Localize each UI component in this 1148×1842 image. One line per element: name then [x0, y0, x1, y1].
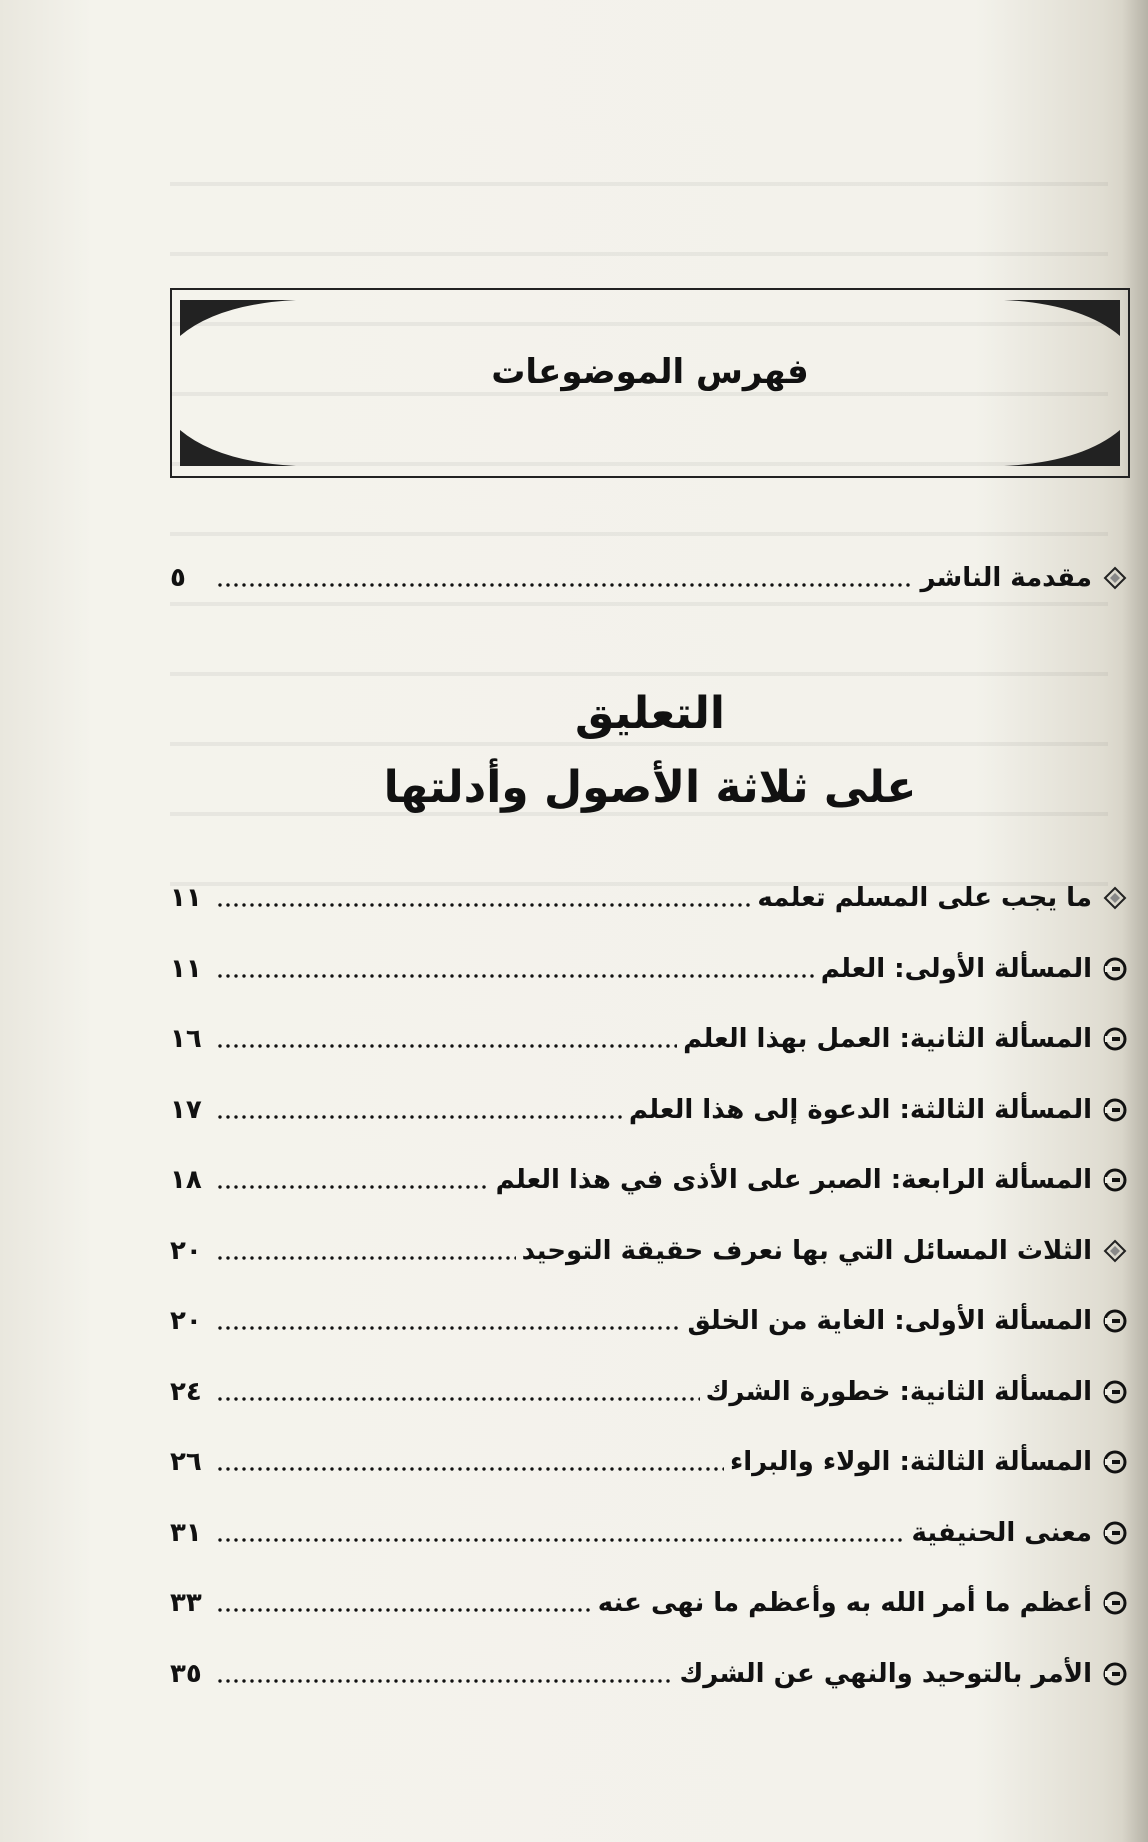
circle-bullet-icon — [1100, 1447, 1130, 1477]
ornament-corner-icon — [1002, 298, 1122, 338]
toc-entry[interactable] — [170, 1158, 1130, 1202]
toc-page-number: ٣١ — [170, 1518, 202, 1548]
dot-leader — [216, 1115, 623, 1119]
toc-entry[interactable] — [170, 1370, 1130, 1414]
circle-bullet-icon — [1100, 1024, 1130, 1054]
circle-bullet-icon — [1100, 1377, 1130, 1407]
ornament-corner-icon — [178, 428, 298, 468]
toc-entry-label: معنى الحنيفية — [911, 1518, 1092, 1548]
dot-leader — [216, 1185, 490, 1189]
toc-entry[interactable] — [170, 1652, 1130, 1696]
circle-bullet-icon — [1100, 1588, 1130, 1618]
toc-page-number: ١١ — [170, 883, 202, 913]
diamond-icon — [1100, 1236, 1130, 1266]
diamond-icon — [1100, 883, 1130, 913]
dot-leader — [216, 1608, 592, 1612]
toc-entry[interactable] — [170, 1511, 1130, 1555]
toc-page-number: ١٦ — [170, 1024, 202, 1054]
toc-entry[interactable] — [170, 1299, 1130, 1343]
toc-entry-label: ما يجب على المسلم تعلمه — [757, 883, 1092, 913]
toc-entry-label: الثلاث المسائل التي بها نعرف حقيقة التوحيد — [521, 1236, 1092, 1266]
toc-entry-label: المسألة الثالثة: الولاء والبراء — [729, 1447, 1092, 1477]
page-title: فهرس الموضوعات — [491, 352, 809, 392]
toc-page-number: ١٨ — [170, 1165, 202, 1195]
index-title-frame — [170, 288, 1130, 478]
dot-leader — [216, 583, 914, 587]
dot-leader — [216, 1467, 724, 1471]
toc-entry[interactable] — [170, 876, 1130, 920]
toc-page-number: ٣٣ — [170, 1588, 202, 1618]
toc-page-number: ١٧ — [170, 1095, 202, 1125]
dot-leader — [216, 1256, 516, 1260]
dot-leader — [216, 1326, 681, 1330]
toc-entry-label: مقدمة الناشر — [920, 563, 1092, 593]
circle-bullet-icon — [1100, 1165, 1130, 1195]
dot-leader — [216, 1397, 700, 1401]
toc-page-number: ٢٦ — [170, 1447, 202, 1477]
toc-entry-label: أعظم ما أمر الله به وأعظم ما نهى عنه — [597, 1588, 1092, 1618]
toc-entry-label: المسألة الرابعة: الصبر على الأذى في هذا العلم — [495, 1165, 1092, 1195]
circle-bullet-icon — [1100, 954, 1130, 984]
toc-page-number: ٢٠ — [170, 1236, 202, 1266]
circle-bullet-icon — [1100, 1095, 1130, 1125]
toc-page-number: ١١ — [170, 954, 202, 984]
toc-entry-label: المسألة الأولى: العلم — [820, 954, 1092, 984]
toc-entry-label: المسألة الثانية: العمل بهذا العلم — [683, 1024, 1092, 1054]
toc-entry-label: المسألة الأولى: الغاية من الخلق — [687, 1306, 1092, 1336]
ornament-corner-icon — [178, 298, 298, 338]
diamond-icon — [1100, 563, 1130, 593]
dot-leader — [216, 1044, 677, 1048]
toc-entry[interactable] — [170, 1088, 1130, 1132]
section-heading-line2: على ثلاثة الأصول وأدلتها — [383, 762, 917, 813]
toc-entry[interactable] — [170, 1229, 1130, 1273]
toc-page-number: ٣٥ — [170, 1659, 202, 1689]
circle-bullet-icon — [1100, 1659, 1130, 1689]
dot-leader — [216, 903, 751, 907]
dot-leader — [216, 1538, 906, 1542]
toc-page-number: ٢٠ — [170, 1306, 202, 1336]
toc-page-number: ٢٤ — [170, 1377, 202, 1407]
toc-entry[interactable] — [170, 947, 1130, 991]
section-heading-line1: التعليق — [575, 688, 725, 739]
toc-entry-publisher-intro[interactable] — [170, 556, 1130, 600]
circle-bullet-icon — [1100, 1518, 1130, 1548]
circle-bullet-icon — [1100, 1306, 1130, 1336]
ornament-corner-icon — [1002, 428, 1122, 468]
dot-leader — [216, 974, 815, 978]
dot-leader — [216, 1679, 673, 1683]
toc-entry-label: الأمر بالتوحيد والنهي عن الشرك — [679, 1659, 1092, 1689]
toc-entry-label: المسألة الثالثة: الدعوة إلى هذا العلم — [628, 1095, 1092, 1125]
toc-page-number: ٥ — [170, 563, 186, 593]
toc-entry[interactable] — [170, 1440, 1130, 1484]
toc-entry[interactable] — [170, 1017, 1130, 1061]
toc-entry-label: المسألة الثانية: خطورة الشرك — [705, 1377, 1092, 1407]
page-edge-shadow — [1122, 0, 1148, 1842]
toc-entry[interactable] — [170, 1581, 1130, 1625]
